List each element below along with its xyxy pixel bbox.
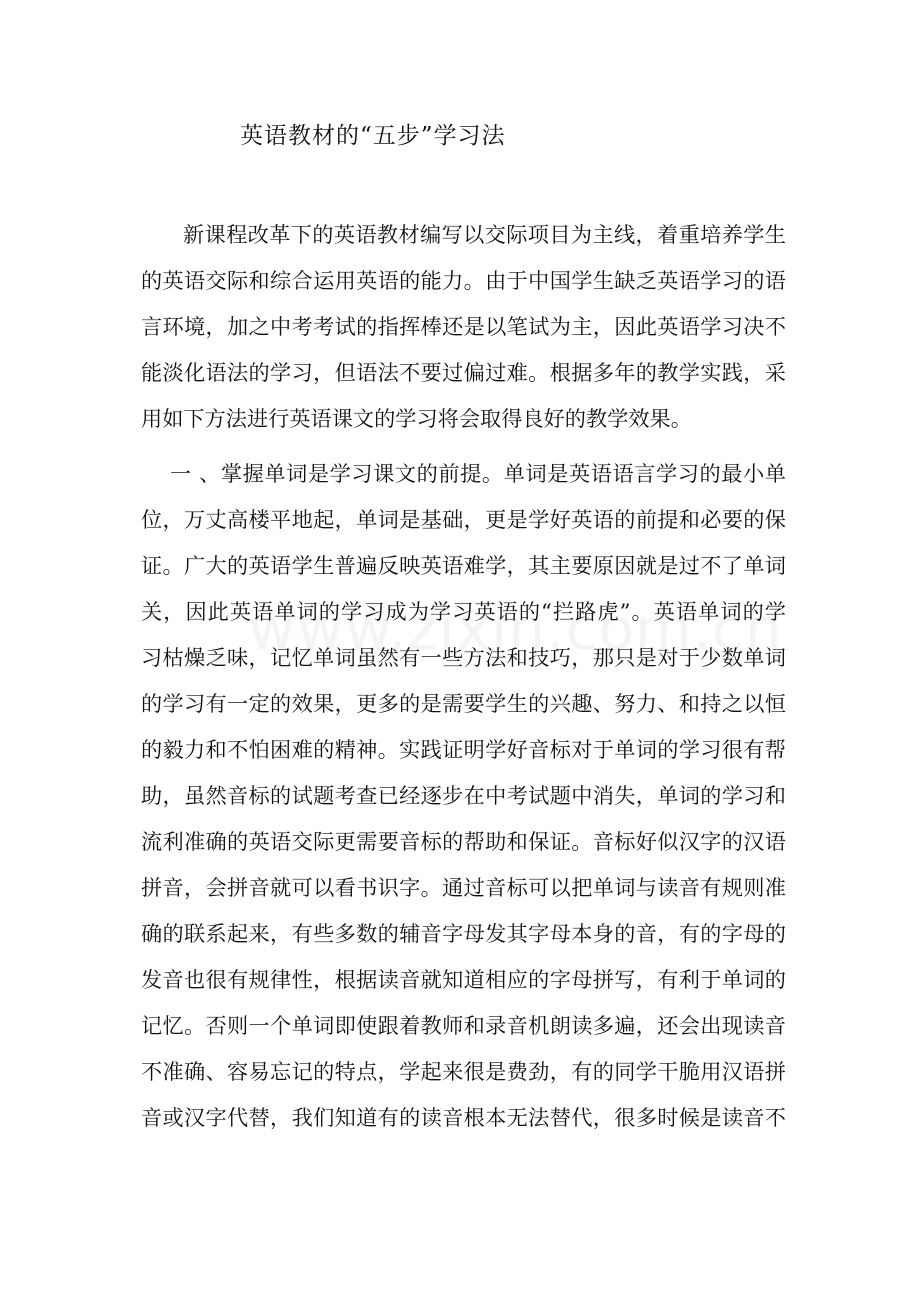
- paragraph-line: 习枯燥乏味，记忆单词虽然有一些方法和技巧，那只是对于少数单词: [141, 645, 786, 670]
- paragraph-line: 拼音，会拼音就可以看书识字。通过音标可以把单词与读音有规则准: [141, 875, 786, 900]
- paragraph-line: 的学习有一定的效果，更多的是需要学生的兴趣、努力、和持之以恒: [141, 691, 786, 716]
- paragraph-line: 的英语交际和综合运用英语的能力。由于中国学生缺乏英语学习的语: [141, 268, 786, 293]
- paragraph-line: 不准确、容易忘记的特点，学起来很是费劲，有的同学干脆用汉语拼: [141, 1059, 786, 1084]
- paragraph-line: 音或汉字代替，我们知道有的读音根本无法替代，很多时候是读音不: [141, 1105, 786, 1130]
- paragraph-line: 新课程改革下的英语教材编写以交际项目为主线，着重培养学生: [183, 222, 786, 247]
- paragraph-line: 言环境，加之中考考试的指挥棒还是以笔试为主，因此英语学习决不: [141, 314, 786, 339]
- paragraph-line: 流利准确的英语交际更需要音标的帮助和保证。音标好似汉字的汉语: [141, 829, 786, 854]
- paragraph-line: 记忆。否则一个单词即使跟着教师和录音机朗读多遍，还会出现读音: [141, 1013, 786, 1038]
- paragraph-line: 用如下方法进行英语课文的学习将会取得良好的教学效果。: [141, 406, 692, 431]
- paragraph-line: 关，因此英语单词的学习成为学习英语的“拦路虎”。英语单词的学: [141, 599, 786, 624]
- paragraph-line: 证。广大的英语学生普遍反映英语难学，其主要原因就是过不了单词: [141, 553, 786, 578]
- paragraph-line: 的毅力和不怕困难的精神。实践证明学好音标对于单词的学习很有帮: [141, 737, 786, 762]
- document-title: 英语教材的“五步”学习法: [240, 123, 506, 149]
- paragraph-line: 能淡化语法的学习，但语法不要过偏过难。根据多年的教学实践，采: [141, 360, 786, 385]
- paragraph-line: 发音也很有规律性，根据读音就知道相应的字母拼写，有利于单词的: [141, 967, 786, 992]
- paragraph-line: 确的联系起来，有些多数的辅音字母发其字母本身的音，有的字母的: [141, 921, 786, 946]
- paragraph-line: 助，虽然音标的试题考查已经逐步在中考试题中消失，单词的学习和: [141, 783, 786, 808]
- paragraph-line: 一 、掌握单词是学习课文的前提。单词是英语语言学习的最小单: [170, 461, 786, 486]
- paragraph-line: 位，万丈高楼平地起，单词是基础，更是学好英语的前提和必要的保: [141, 507, 786, 532]
